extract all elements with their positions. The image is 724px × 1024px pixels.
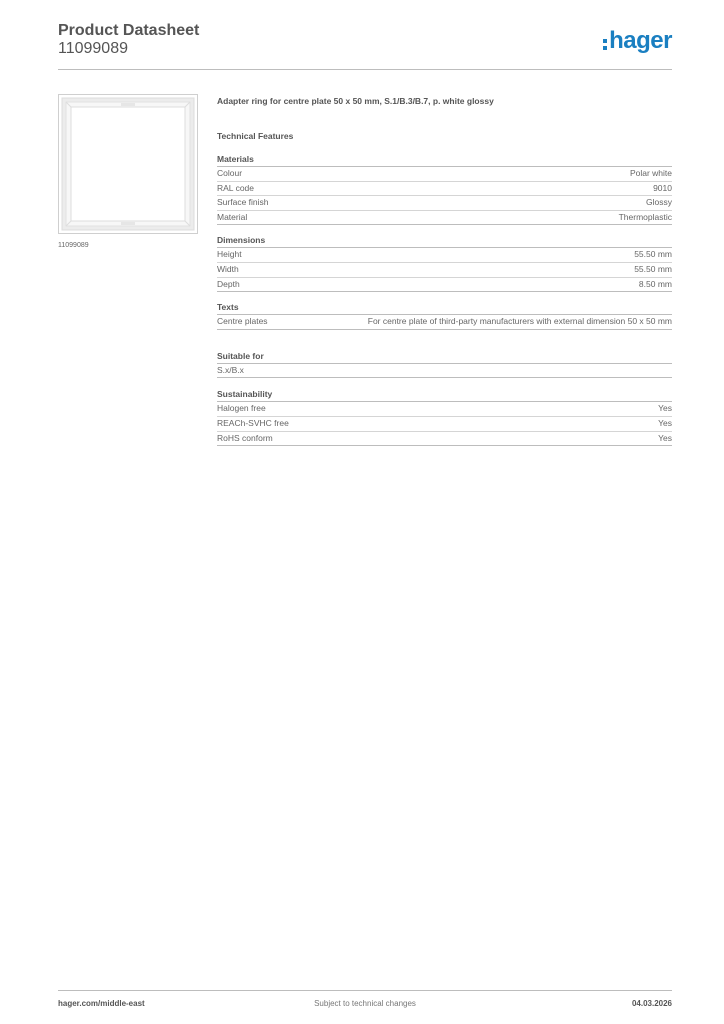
page-header	[58, 22, 672, 70]
table-row	[217, 278, 672, 293]
row-value: Yes	[658, 432, 672, 443]
product-image	[58, 94, 198, 234]
row-label: RAL code	[217, 182, 255, 193]
suitable-rows	[217, 364, 672, 379]
footer-website: hager.com/middle-east	[58, 999, 145, 1008]
dimensions-rows	[217, 248, 672, 292]
adapter-ring-image	[59, 95, 197, 233]
table-row	[217, 364, 672, 379]
row-value: 8.50 mm	[638, 278, 672, 289]
image-caption: 11099089	[58, 242, 89, 249]
section-title: Texts	[217, 302, 672, 315]
technical-features-heading: Technical Features	[217, 131, 294, 141]
row-value: For centre plate of third-party manufacturers with external dimension 50 x 50 mm	[367, 316, 672, 327]
row-label: Surface finish	[217, 197, 269, 208]
table-row	[217, 211, 672, 226]
section-title: Suitable for	[217, 351, 672, 364]
hager-logo	[603, 28, 672, 54]
row-value: 9010	[653, 182, 672, 193]
row-label: Halogen free	[217, 403, 266, 414]
table-row	[217, 167, 672, 182]
texts-section	[217, 302, 672, 330]
page-title: Product Datasheet	[58, 22, 200, 39]
row-label: Height	[217, 249, 242, 260]
table-row	[217, 402, 672, 417]
footer-date: 04.03.2026	[631, 999, 672, 1008]
row-value: 55.50 mm	[634, 263, 672, 274]
row-value: Yes	[658, 417, 672, 428]
product-number: 11099089	[58, 40, 128, 57]
row-label: REACh-SVHC free	[217, 417, 289, 428]
materials-rows	[217, 167, 672, 225]
row-value: Yes	[658, 403, 672, 414]
table-row	[217, 432, 672, 447]
section-title: Dimensions	[217, 235, 672, 248]
technical-content	[217, 96, 672, 446]
row-value: Glossy	[646, 197, 672, 208]
product-description: Adapter ring for centre plate 50 x 50 mm, S.1/B.3/B.7, p. white glossy	[217, 96, 494, 106]
table-row	[217, 315, 672, 330]
page-footer	[58, 990, 672, 1020]
suitable-for-section	[217, 351, 672, 379]
logo-dots-icon	[603, 39, 607, 50]
logo-text: hager	[609, 27, 672, 54]
sustainability-section	[217, 389, 672, 446]
row-label: Material	[217, 211, 248, 222]
section-title: Sustainability	[217, 389, 672, 402]
row-value: 55.50 mm	[634, 249, 672, 260]
table-row	[217, 248, 672, 263]
row-label: Depth	[217, 278, 240, 289]
materials-section	[217, 154, 672, 225]
row-label: Colour	[217, 168, 243, 178]
row-label: RoHS conform	[217, 432, 273, 443]
footer-note: Subject to technical changes	[314, 999, 416, 1008]
table-row	[217, 182, 672, 197]
row-label: S.x/B.x	[217, 364, 244, 375]
table-row	[217, 417, 672, 432]
dimensions-section	[217, 235, 672, 292]
section-title: Materials	[217, 154, 672, 167]
row-value: Polar white	[629, 168, 672, 178]
texts-rows	[217, 315, 672, 330]
row-value: Thermoplastic	[618, 211, 672, 222]
table-row	[217, 196, 672, 211]
sustainability-rows	[217, 402, 672, 446]
row-label: Centre plates	[217, 316, 268, 327]
table-row	[217, 263, 672, 278]
row-label: Width	[217, 263, 239, 274]
